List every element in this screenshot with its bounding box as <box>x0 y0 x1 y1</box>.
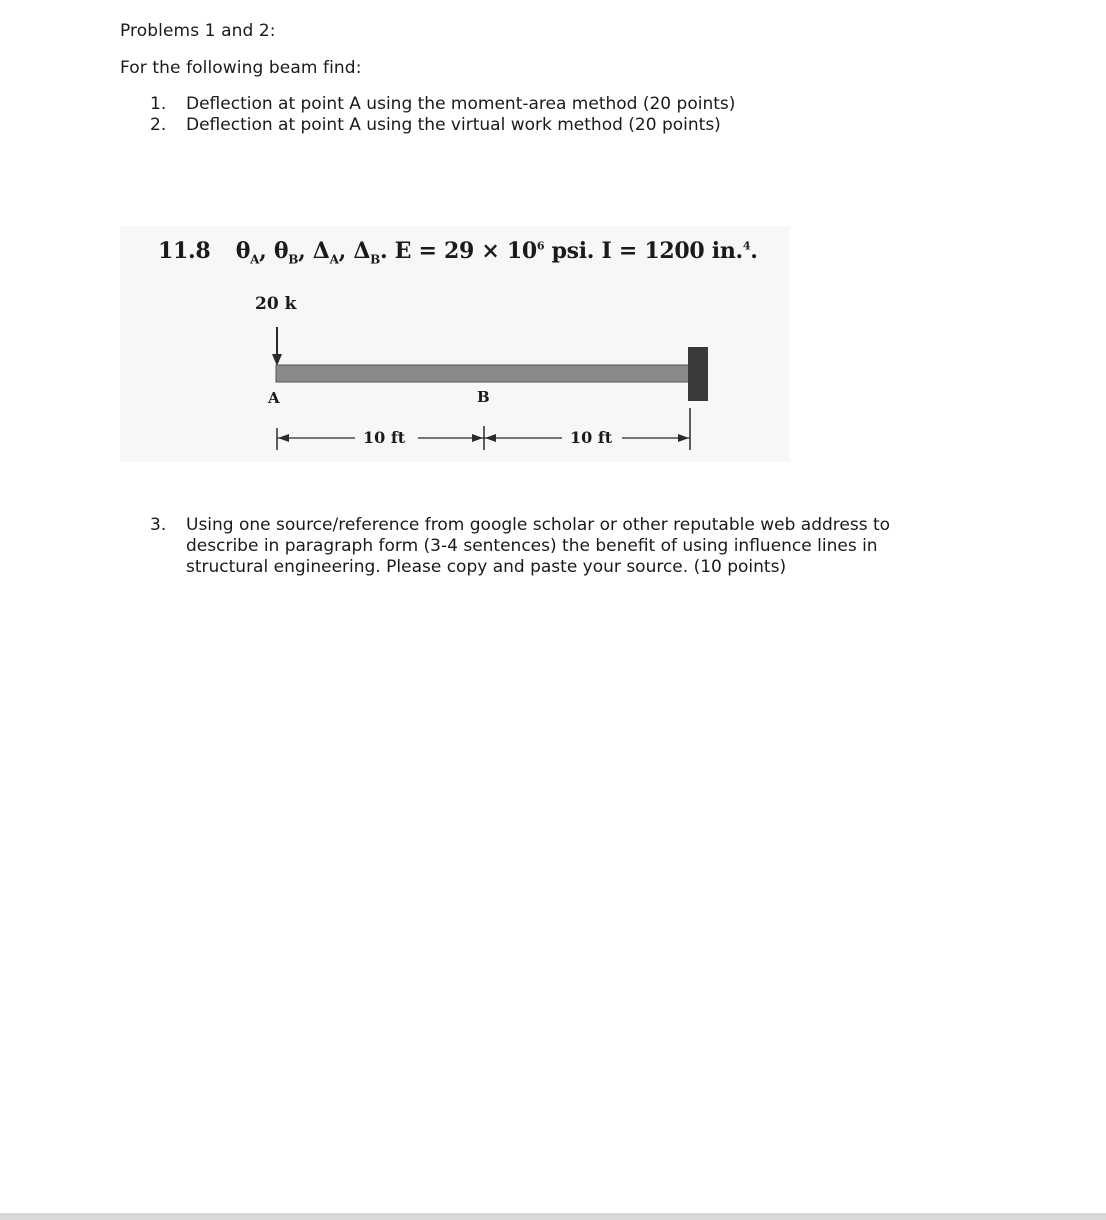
delta-symbol: Δ <box>353 238 371 264</box>
load-label: 20 k <box>255 294 297 314</box>
modulus-unit: psi. <box>544 238 595 264</box>
list-text: Using one source/reference from google scholar or other reputable web address to describe in paragraph form (3-4 sentences) the benefit of using influence lines in structural engineering. Please copy and paste your source. (10 points) <box>186 515 891 577</box>
inertia-text: I = 1200 in. <box>601 238 743 264</box>
subscript-a: A <box>329 252 339 267</box>
dim-arrow <box>278 434 289 442</box>
span-right-label: 10 ft <box>570 428 613 447</box>
problem-number: 11.8 <box>158 238 211 264</box>
fixed-support <box>688 347 708 401</box>
list-number: 2. <box>150 115 167 135</box>
list-item <box>150 515 950 578</box>
subscript-b: B <box>370 252 380 267</box>
separator: , <box>298 238 306 264</box>
subscript-b: B <box>288 252 299 267</box>
delta-symbol: Δ <box>312 238 330 264</box>
modulus-text: E = 29 × 10 <box>394 238 537 264</box>
dim-arrow <box>678 434 689 442</box>
load-arrow-head <box>272 354 282 366</box>
theta-symbol: θ <box>273 238 289 264</box>
separator: , <box>338 238 346 264</box>
separator: , <box>259 238 267 264</box>
list-number: 1. <box>150 94 167 114</box>
subscript-a: A <box>250 252 260 267</box>
problems-heading: Problems 1 and 2: <box>120 21 276 41</box>
intro-text: For the following beam find: <box>120 58 362 78</box>
beam-diagram <box>0 0 1106 470</box>
separator: . <box>379 238 388 264</box>
list-number: 3. <box>150 515 167 535</box>
inertia-exponent: 4 <box>742 239 751 253</box>
point-b-label: B <box>477 388 490 406</box>
list-text: Deflection at point A using the moment-area method (20 points) <box>186 94 736 114</box>
theta-symbol: θ <box>235 238 251 264</box>
point-a-label: A <box>268 389 280 407</box>
bottom-scrollbar <box>0 1213 1106 1220</box>
separator: . <box>750 238 758 264</box>
cantilever-beam <box>276 365 690 382</box>
modulus-exponent: 6 <box>536 239 545 253</box>
list-text: Deflection at point A using the virtual work method (20 points) <box>186 115 721 135</box>
problem-list <box>150 515 950 578</box>
span-left-label: 10 ft <box>363 428 406 447</box>
dim-arrow <box>472 434 483 442</box>
